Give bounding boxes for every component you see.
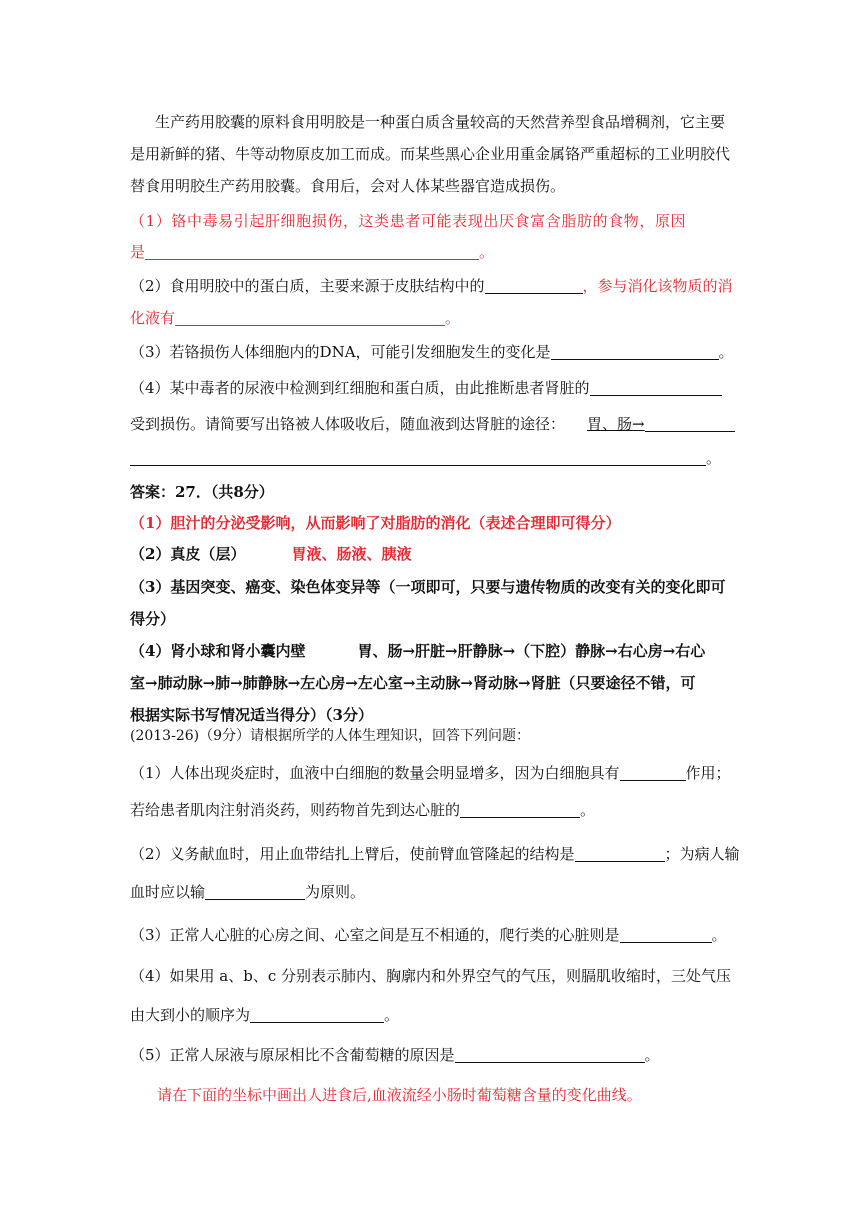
q26-sub3-blank[interactable] bbox=[620, 926, 712, 943]
q27-sub1-line-1: （1）铬中毒易引起肝细胞损伤，这类患者可能表现出厌食富含脂肪的食物，原因 bbox=[130, 212, 687, 230]
q26-sub1-line-2 bbox=[130, 800, 595, 820]
q27-sub3-end: 。 bbox=[718, 343, 734, 361]
q27-sub3-text: （3）若铬损伤人体细胞内的DNA，可能引发细胞发生的变化是 bbox=[130, 343, 551, 361]
q27-sub4-blank-2[interactable] bbox=[645, 415, 735, 432]
q27-sub4-path-start: 胃、肠→ bbox=[587, 415, 645, 433]
q26-sub4-blank[interactable] bbox=[250, 1006, 384, 1023]
q27-sub2-blank-1[interactable] bbox=[485, 277, 583, 294]
q26-sub2-blank-2[interactable] bbox=[205, 883, 305, 900]
q26-sub4-text: 由大到小的顺序为 bbox=[130, 1006, 251, 1024]
q27-sub2-line-1 bbox=[130, 276, 733, 296]
q27-sub4-line-3 bbox=[130, 448, 721, 468]
answer-3-line-1: （3）基因突变、癌变、染色体变异等（一项即可，只要与遗传物质的改变有关的变化即可 bbox=[130, 578, 726, 596]
q26-sub2-line-2 bbox=[130, 882, 365, 902]
q26-sub1-blank-2[interactable] bbox=[460, 801, 580, 818]
answer-4-part-2: 胃、肠→肝脏→肝静脉→（下腔）静脉→右心房→右心 bbox=[357, 642, 706, 660]
q27-sub4-end: 。 bbox=[706, 449, 722, 467]
q26-sub3-text: （3）正常人心脏的心房之间、心室之间是互不相通的，爬行类的心脏则是 bbox=[130, 926, 620, 944]
q27-sub2-text: （2）食用明胶中的蛋白质，主要来源于皮肤结构中的 bbox=[130, 277, 485, 295]
q26-sub5-end: 。 bbox=[644, 1046, 660, 1064]
answer-2-part-1: （2）真皮（层） bbox=[130, 545, 246, 563]
q27-sub4-blank-1[interactable] bbox=[590, 379, 722, 396]
q27-sub4-line-2 bbox=[130, 414, 735, 434]
q27-sub2-blank-2[interactable] bbox=[175, 309, 445, 326]
answer-3-line-2: 得分） bbox=[130, 610, 176, 628]
q27-sub4-text-2: 受到损伤。请简要写出铬被人体吸收后，随血液到达肾脏的途径： bbox=[130, 415, 566, 433]
q26-sub4-line-1: （4）如果用 a、b、c 分别表示肺内、胸廓内和外界空气的气压，则膈肌收缩时，三处气压 bbox=[130, 967, 732, 985]
answer-4-line-1 bbox=[130, 641, 705, 661]
q26-sub2-end: 为原则。 bbox=[305, 883, 366, 901]
q26-sub2-text-3: 血时应以输 bbox=[130, 883, 206, 901]
q26-sub3-line bbox=[130, 925, 727, 945]
answer-4-line-2: 室→肺动脉→肺→肺静脉→左心房→左心室→主动脉→肾动脉→肾脏（只要途径不错，可 bbox=[130, 674, 696, 692]
answer-heading: 答案：27．（共8分） bbox=[130, 483, 274, 501]
q27-sub1-line-2 bbox=[130, 242, 494, 262]
q27-sub3-blank[interactable] bbox=[551, 343, 719, 360]
answer-1: （1）胆汁的分泌受影响，从而影响了对脂肪的消化（表述合理即可得分） bbox=[130, 514, 621, 532]
q26-sub1-blank-1[interactable] bbox=[620, 764, 686, 781]
q27-sub2-prefix: 化液有 bbox=[130, 309, 176, 327]
q26-sub3-end: 。 bbox=[711, 926, 727, 944]
q26-sub5-blank[interactable] bbox=[455, 1046, 645, 1063]
q26-sub1-text-2: 作用； bbox=[685, 764, 731, 782]
q26-sub6-instruction: 请在下面的坐标中画出人进食后,血液流经小肠时葡萄糖含量的变化曲线。 bbox=[157, 1086, 642, 1104]
answer-4-line-3: 根据实际书写情况适当得分）（3分） bbox=[130, 706, 373, 724]
q27-sub4-line-1 bbox=[130, 378, 722, 398]
q27-sub1-prefix: 是 bbox=[130, 243, 146, 261]
q26-sub4-line-2 bbox=[130, 1005, 399, 1025]
q27-intro-line-1: 生产药用胶囊的原料食用明胶是一种蛋白质含量较高的天然营养型食品增稠剂，它主要 bbox=[155, 113, 726, 131]
answer-2 bbox=[130, 544, 411, 564]
q27-sub3-line bbox=[130, 342, 734, 362]
answer-2-part-2: 胃液、肠液、胰液 bbox=[291, 545, 412, 563]
q26-header: (2013-26)（9分）请根据所学的人体生理知识，回答下列问题： bbox=[130, 728, 531, 744]
q26-sub1-text: （1）人体出现炎症时，血液中白细胞的数量会明显增多，因为白细胞具有 bbox=[130, 764, 620, 782]
q27-intro-line-3: 替食用明胶生产药用胶囊。食用后，会对人体某些器官造成损伤。 bbox=[130, 177, 566, 195]
q27-sub1-end: 。 bbox=[479, 243, 495, 261]
q26-sub1-text-3: 若给患者肌肉注射消炎药，则药物首先到达心脏的 bbox=[130, 801, 461, 819]
q26-sub1-end: 。 bbox=[580, 801, 596, 819]
answer-4-part-1: （4）肾小球和肾小囊内壁 bbox=[130, 642, 306, 660]
q26-sub2-blank-1[interactable] bbox=[575, 845, 665, 862]
q26-sub5-line bbox=[130, 1045, 660, 1065]
q26-sub2-text: （2）义务献血时，用止血带结扎上臂后，使前臂血管隆起的结构是 bbox=[130, 845, 575, 863]
q26-sub1-line-1 bbox=[130, 763, 731, 783]
q27-sub2-end: 。 bbox=[445, 309, 461, 327]
q26-sub2-line-1 bbox=[130, 844, 740, 864]
q26-sub5-text: （5）正常人尿液与原尿相比不含葡萄糖的原因是 bbox=[130, 1046, 455, 1064]
q26-sub4-end: 。 bbox=[384, 1006, 400, 1024]
q26-sub2-text-2: ；为病人输 bbox=[664, 845, 740, 863]
q27-sub4-blank-3[interactable] bbox=[130, 449, 706, 466]
q27-sub2-text-red: ，参与消化该物质的消 bbox=[582, 277, 733, 295]
q27-sub2-line-2 bbox=[130, 308, 460, 328]
q27-intro-line-2: 是用新鲜的猪、牛等动物原皮加工而成。而某些黑心企业用重金属铬严重超标的工业明胶代 bbox=[130, 145, 731, 163]
q27-sub4-text: （4）某中毒者的尿液中检测到红细胞和蛋白质，由此推断患者肾脏的 bbox=[130, 379, 590, 397]
q27-sub1-answer-blank[interactable] bbox=[145, 243, 479, 260]
